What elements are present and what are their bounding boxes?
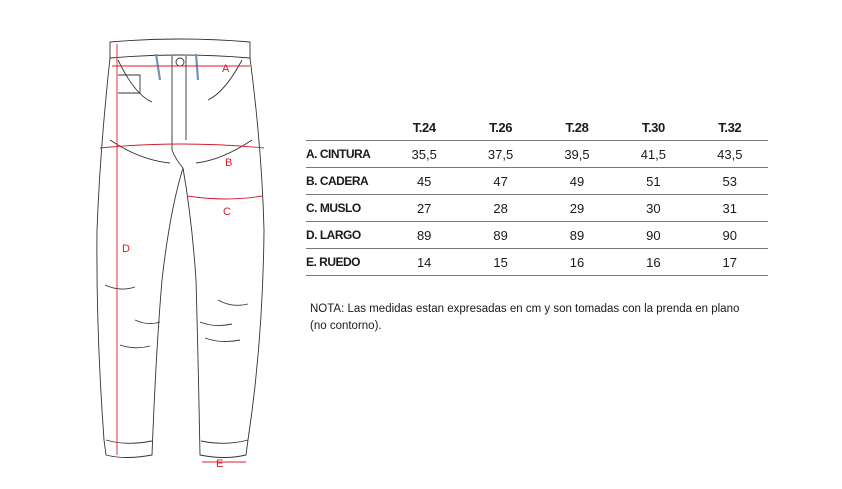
row-label: C. MUSLO	[306, 195, 386, 222]
label-e: E	[216, 458, 224, 470]
table-cell: 47	[462, 168, 538, 195]
table-corner	[306, 114, 386, 141]
table-row	[306, 141, 768, 168]
table-cell: 89	[462, 222, 538, 249]
table-row	[306, 195, 768, 222]
table-cell: 31	[692, 195, 768, 222]
jeans-diagram	[0, 0, 300, 489]
table-cell: 28	[462, 195, 538, 222]
table-cell: 15	[462, 249, 538, 276]
table-cell: 41,5	[615, 141, 691, 168]
table-cell: 16	[539, 249, 615, 276]
label-c: C	[223, 206, 231, 218]
table-cell: 14	[386, 249, 462, 276]
table-header-row	[306, 114, 768, 141]
label-a: A	[222, 63, 230, 75]
table-cell: 89	[386, 222, 462, 249]
note-line-2: (no contorno).	[310, 320, 382, 332]
table-cell: 90	[692, 222, 768, 249]
table-cell: 30	[615, 195, 691, 222]
row-label: E. RUEDO	[306, 249, 386, 276]
table-cell: 89	[539, 222, 615, 249]
label-d: D	[122, 243, 130, 255]
table-cell: 16	[615, 249, 691, 276]
label-b: B	[225, 157, 233, 169]
size-table	[306, 114, 768, 276]
size-header: T.26	[462, 114, 538, 141]
table-cell: 49	[539, 168, 615, 195]
table-cell: 29	[539, 195, 615, 222]
table-cell: 27	[386, 195, 462, 222]
table-row	[306, 168, 768, 195]
size-header: T.32	[692, 114, 768, 141]
row-label: B. CADERA	[306, 168, 386, 195]
table-cell: 17	[692, 249, 768, 276]
size-header: T.30	[615, 114, 691, 141]
size-header: T.28	[539, 114, 615, 141]
row-label: D. LARGO	[306, 222, 386, 249]
table-row	[306, 222, 768, 249]
table-cell: 45	[386, 168, 462, 195]
table-cell: 53	[692, 168, 768, 195]
measurement-note	[310, 301, 780, 335]
table-cell: 43,5	[692, 141, 768, 168]
table-cell: 35,5	[386, 141, 462, 168]
row-label: A. CINTURA	[306, 141, 386, 168]
table-row	[306, 249, 768, 276]
size-header: T.24	[386, 114, 462, 141]
table-cell: 90	[615, 222, 691, 249]
note-line-1: NOTA: Las medidas estan expresadas en cm y son tomadas con la prenda en plano	[310, 303, 740, 315]
table-cell: 37,5	[462, 141, 538, 168]
table-cell: 39,5	[539, 141, 615, 168]
table-cell: 51	[615, 168, 691, 195]
